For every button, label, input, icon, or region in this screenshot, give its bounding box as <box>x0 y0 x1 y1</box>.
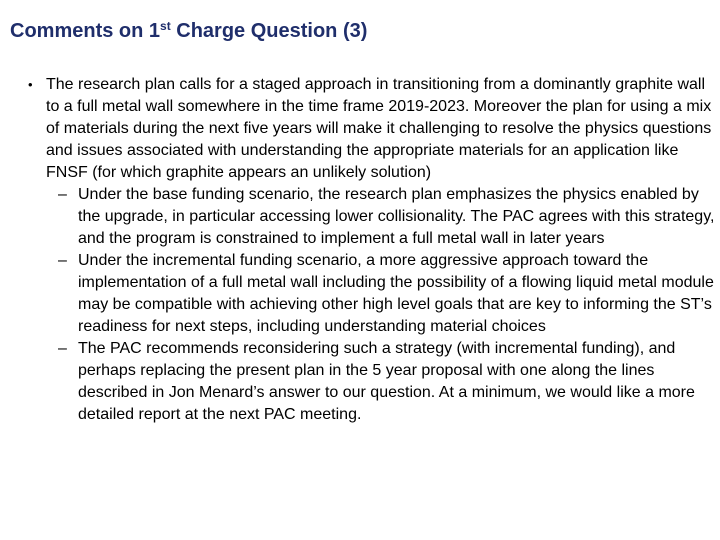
sub-bullet-text: Under the base funding scenario, the research plan emphasizes the physics enabled by the upgrade, in particular accessing lower collisionality. The PAC agrees with this strategy, and the program is constrained to implement a full metal wall in later years <box>78 186 715 247</box>
slide-title <box>10 19 367 43</box>
bullet-marker: • <box>28 77 33 92</box>
title-text-end: Charge Question (3) <box>170 20 368 42</box>
sub-bullet-marker: – <box>58 186 67 203</box>
sub-bullet-marker: – <box>58 340 67 357</box>
title-superscript: st <box>160 19 171 33</box>
sub-bullet-incremental-funding <box>46 250 718 338</box>
sub-bullet-pac-recommendation <box>46 338 718 426</box>
sub-bullet-text: Under the incremental funding scenario, a more aggressive approach toward the implementation of a full metal wall including the possibility of a flowing liquid metal module may be compatible with achieving other high level goals that are key to informing the ST’s readiness for next steps, including understanding material choices <box>78 252 714 335</box>
sub-bullet-base-funding <box>46 184 718 250</box>
bullet-item <box>46 74 718 426</box>
sub-bullet-list <box>46 184 718 426</box>
sub-bullet-marker: – <box>58 252 67 269</box>
bullet-paragraph: The research plan calls for a staged approach in transitioning from a dominantly graphite wall to a full metal wall somewhere in the time frame 2019-2023. Moreover the plan for using a mix of materials during the next five years will make it challenging to resolve the physics questions and issues associated with understanding the appropriate materials for an application like FNSF (for which graphite appears an unlikely solution) <box>46 76 712 181</box>
sub-bullet-text: The PAC recommends reconsidering such a strategy (with incremental funding), and perhaps replacing the present plan in the 5 year proposal with one along the lines described in Jon Menard’s answer to our question. At a minimum, we would like a more detailed report at the next PAC meeting. <box>78 340 695 423</box>
title-text-start: Comments on 1 <box>10 20 161 42</box>
